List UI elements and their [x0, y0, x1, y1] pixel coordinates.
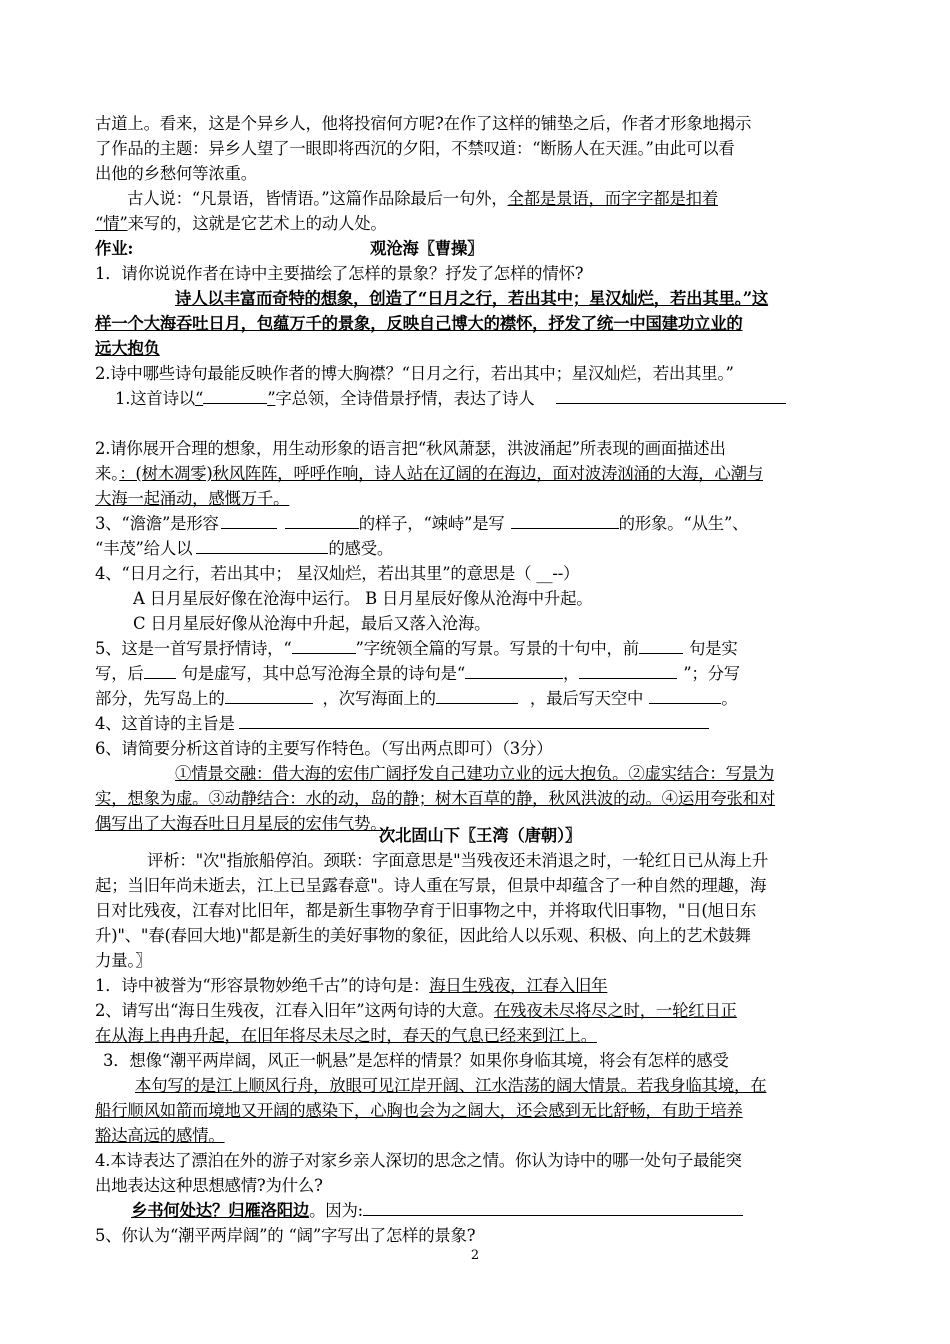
answer-blank[interactable] — [465, 662, 563, 679]
beigu-question-4-line-1: 4.本诗表达了漂泊在外的游子对家乡亲人深切的思念之情。你认为诗中的哪一处句子最能突 — [95, 1151, 742, 1170]
guan-question-6-line-3 — [95, 687, 865, 711]
q6-text-e: 句是虚写，其中总写沧海全景的诗句是“ — [181, 664, 465, 683]
answer-blank[interactable] — [221, 512, 277, 529]
q2b-prefix: 1.这首诗以 — [115, 389, 196, 408]
q6-text-b: ”字统领全篇的写景。写景的十句中，前 — [355, 639, 639, 658]
guan-question-6-line-2 — [95, 662, 865, 686]
q3-answer-part-1: ：(树木凋零)秋风阵阵，呼呼作响，诗人站在辽阔的在海边，面对波涛汹涌的大海，心潮与 — [119, 464, 764, 483]
beigu-q1-answer: 海日生残夜，江春入旧年 — [429, 976, 608, 995]
q6-text-k: 。 — [721, 689, 738, 708]
intro-line-1: 古道上。看来，这是个异乡人，他将投宿何方呢?在作了这样的铺垫之后，作者才形象地揭示 — [95, 114, 752, 133]
q2b-open-quote: “ — [195, 389, 204, 408]
guan-question-7 — [95, 712, 865, 736]
q6-text-j: ，最后写天空中 — [529, 689, 644, 708]
q4-text-c: 的形象。“从生”、 — [618, 514, 749, 533]
beigu-answer-3-line-3: 豁达高远的感情。 — [95, 1126, 225, 1145]
q4-text-b: 的样子，“竦峙”是写 — [358, 514, 505, 533]
guan-answer-1-line-3: 远大抱负 — [95, 339, 160, 358]
q6-text-g: ”；分写 — [683, 664, 740, 683]
answer-blank[interactable] — [225, 687, 313, 704]
beigu-question-2 — [95, 999, 865, 1023]
beigu-comment-line-5: 力量。〗 — [95, 951, 152, 970]
q6-text-d: 写，后 — [95, 664, 144, 683]
answer-blank[interactable] — [292, 637, 356, 654]
guan-answer-8-line-2: 实，想象为虚。③动静结合：水的动，岛的静；树木百草的静，秋风洪波的动。④运用夸张和对 — [95, 789, 776, 808]
q3-text: 来。 — [95, 464, 120, 483]
beigu-a4-because: 。因为: — [309, 1201, 364, 1220]
guan-question-2b — [115, 387, 885, 411]
poem-title-guancanghai: 观沧海〖曹操〗 — [370, 239, 484, 258]
beigu-answer-3-line-1: 本句写的是江上顺风行舟，放眼可见江岸开阔、江水浩荡的阔大情景。若我身临其境，在 — [135, 1076, 767, 1095]
guan-question-5-options-ab: A 日月星辰好像在沧海中运行。 B 日月星辰好像从沧海中升起。 — [133, 589, 593, 608]
intro-line-3: 出他的乡愁何等浓重。 — [95, 164, 257, 183]
answer-blank[interactable] — [511, 512, 619, 529]
answer-blank[interactable] — [436, 687, 518, 704]
q4-text-e: 的感受。 — [328, 539, 394, 558]
intro-line-2: 了作品的主题：异乡人望了一眼即将西沉的夕阳，不禁叹道：“断肠人在天涯。”由此可以看 — [95, 139, 735, 158]
beigu-question-2-answer-line-2: 在从海上冉冉升起，在旧年将尽未尽之时，春天的气息已经来到江上。 — [95, 1026, 597, 1045]
q6-text-h: 部分，先写岛上的 — [95, 689, 225, 708]
intro-line-4-text: 古人说：“凡景语，皆情语。”这篇作品除最后一句外， — [127, 189, 508, 208]
beigu-question-5: 5、你认为“潮平两岸阔”的 “阔”字写出了怎样的景象? — [95, 1226, 476, 1245]
guan-question-3-line-3: 大海一起涌动，感慨万千。 — [95, 489, 290, 508]
answer-blank[interactable] — [285, 512, 359, 529]
q6-text-f: ， — [563, 664, 580, 683]
answer-blank[interactable] — [363, 1199, 743, 1216]
guan-answer-1-line-2: 样一个大海吞吐日月，包蕴万千的景象，反映自己博大的襟怀，抒发了统一中国建功立业的 — [95, 314, 743, 333]
guan-question-5: 4、“日月之行，若出其中； 星汉灿烂，若出其里”的意思是（ __--） — [95, 564, 580, 583]
beigu-a4-verse: 乡书何处达？归雁洛阳边 — [131, 1201, 310, 1220]
answer-blank[interactable] — [196, 537, 328, 554]
answer-blank[interactable] — [639, 637, 683, 654]
guan-question-4-line-1 — [95, 512, 865, 536]
beigu-question-3: 3．想像“潮平两岸阔，风正一帆悬”是怎样的情景？如果你身临其境，将会有怎样的感受 — [103, 1051, 729, 1070]
intro-line-4-underlined: 全都是景语，而字字都是扣着 — [507, 189, 719, 208]
intro-line-4 — [127, 187, 897, 211]
beigu-q2-text: 2、请写出“海日生残夜，江春入旧年”这两句诗的大意。 — [95, 1001, 494, 1020]
answer-blank[interactable] — [556, 387, 786, 404]
intro-line-5-text: 来写的，这就是它艺术上的动人处。 — [127, 214, 387, 233]
guan-question-4-line-2 — [95, 537, 865, 561]
answer-blank[interactable] — [203, 387, 267, 404]
answer-blank[interactable] — [579, 662, 677, 679]
beigu-question-4-line-2: 出地表达这种思想感情?为什么? — [95, 1176, 323, 1195]
q2b-suffix: 字总领，全诗借景抒情，表达了诗人 — [275, 389, 535, 408]
guan-question-5-option-c: C 日月星辰好像从沧海中升起，最后又落入沧海。 — [133, 614, 491, 633]
beigu-q1-text: 1．诗中被誉为“形容景物妙绝千古”的诗句是： — [95, 976, 430, 995]
intro-line-5 — [95, 212, 865, 236]
guan-question-2: 2.诗中哪些诗句最能反映作者的博大胸襟？“日月之行，若出其中；星汉灿烂，若出其里。” — [95, 364, 734, 383]
beigu-comment-line-3: 日对比残夜，江春对比旧年，都是新生事物孕育于旧事物之中，并将取代旧事物，"日(旭日东 — [95, 901, 757, 920]
beigu-question-1 — [95, 974, 865, 998]
q6-text-c: 句是实 — [688, 639, 738, 658]
guan-question-3-line-1: 2.请你展开合理的想象，用生动形象的语言把“秋风萧瑟，洪波涌起”所表现的画面描述出 — [95, 439, 726, 458]
guan-question-8: 6、请简要分析这首诗的主要写作特色。（写出两点即可）（3分） — [95, 739, 553, 758]
homework-label: 作业: — [95, 239, 134, 258]
poem-title-beigushan: 次北固山下〖王湾（唐朝）〗 — [378, 826, 582, 845]
guan-answer-8-line-3: 偶写出了大海吞吐日月星辰的宏伟气势。 — [95, 814, 387, 833]
beigu-comment-line-4: 升)"、"春(春回大地)"都是新生的美好事物的象征，因此给人以乐观、积极、向上的艺术鼓舞 — [95, 926, 751, 945]
intro-line-5-underlined: “情” — [95, 214, 128, 233]
beigu-comment-line-1: 评析："次"指旅船停泊。颈联：字面意思是"当残夜还未消退之时，一轮红日已从海上升 — [147, 851, 769, 870]
beigu-answer-3-line-2: 船行顺风如箭而境地又开阔的感染下，心胸也会为之阔大，还会感到无比舒畅，有助于培养 — [95, 1101, 743, 1120]
answer-blank[interactable] — [144, 662, 176, 679]
beigu-answer-4 — [131, 1199, 901, 1223]
q4-text-d: “丰茂”给人以 — [95, 539, 193, 558]
guan-answer-1-line-1: 诗人以丰富而奇特的想象，创造了“日月之行，若出其中；星汉灿烂，若出其里。”这 — [175, 289, 769, 308]
guan-answer-8-line-1: ①情景交融：借大海的宏伟广阔抒发自己建功立业的远大抱负。②虚实结合：写景为 — [175, 764, 775, 783]
q2b-close-quote: ” — [267, 389, 276, 408]
q6-text-a: 5、这是一首写景抒情诗，“ — [95, 639, 292, 658]
guan-question-3-line-2 — [95, 462, 865, 486]
beigu-comment-line-2: 起；当旧年尚未逝去，江上已呈露春意"。诗人重在写景，但景中却蕴含了一种自然的理趣，海 — [95, 876, 767, 895]
beigu-q2-answer: 在残夜未尽将尽之时，一轮红日正 — [493, 1001, 737, 1020]
q7-text: 4、这首诗的主旨是 — [95, 714, 235, 733]
q6-text-i: ，次写海面上的 — [322, 689, 436, 708]
page-number: 2 — [470, 1248, 480, 1263]
q4-text-a: 3、“澹澹”是形容 — [95, 514, 219, 533]
guan-question-6-line-1 — [95, 637, 865, 661]
answer-blank[interactable] — [239, 712, 709, 729]
answer-blank[interactable] — [649, 687, 721, 704]
guan-question-1: 1．请你说说作者在诗中主要描绘了怎样的景象？抒发了怎样的情怀? — [95, 264, 584, 283]
